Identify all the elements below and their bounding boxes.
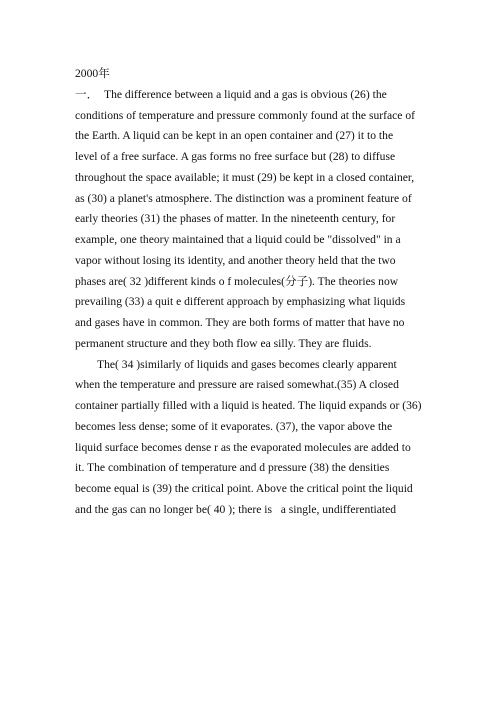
paragraph-1-line-13: permanent structure and they both flow ea silly. They are fluids. [75, 336, 372, 350]
paragraph-1-line-6: as (30) a planet's atmosphere. The distinction was a prominent feature of [75, 191, 412, 205]
paragraph-1-line-8: example, one theory maintained that a liquid could be "dissolved" in a [75, 233, 401, 246]
paragraph-1-line-11: prevailing (33) a quit e different approach by emphasizing what liquids [75, 295, 406, 309]
paragraph-2-line-5: liquid surface becomes dense r as the evaporated molecules are added to [75, 440, 411, 454]
paragraph-1-line-12: and gases have in common. They are both forms of matter that have no [75, 316, 405, 329]
paragraph-1-line-2: conditions of temperature and pressure commonly found at the surface of [75, 108, 415, 122]
paragraph-1-line-3: the Earth. A liquid can be kept in an open container and (27) it to the [75, 129, 394, 143]
paragraph-2-line-2: when the temperature and pressure are raised somewhat.(35) A closed [75, 378, 399, 392]
paragraph-2-line-3: container partially filled with a liquid is heated. The liquid expands or (36) [75, 399, 422, 412]
paragraph-1-line-7: early theories (31) the phases of matter. In the nineteenth century, for [75, 212, 396, 226]
document-heading: 2000年 [75, 67, 110, 80]
paragraph-1-line-5: throughout the space available; it must (29) be kept in a closed container, [75, 170, 415, 184]
paragraph-2-line-6: it. The combination of temperature and d pressure (38) the densities [75, 461, 390, 475]
paragraph-2-line-4: becomes less dense; some of it evaporates. (37), the vapor above the [75, 419, 393, 433]
paragraph-1-line-9: vapor without losing its identity, and another theory held that the two [75, 253, 396, 267]
document-text [75, 64, 425, 521]
paragraph-1-line-10: phases are( 32 )different kinds o f molecules(分子). The theories now [75, 274, 399, 288]
paragraph-2-line-7: become equal is (39) the critical point. Above the critical point the liquid [75, 482, 413, 495]
paragraph-2-line-1: The( 34 )similarly of liquids and gases becomes clearly apparent [97, 357, 397, 371]
paragraph-2-line-8: and the gas can no longer be( 40 ); there is a single, undifferentiated [75, 502, 397, 516]
paragraph-1-line-1: 一． The difference between a liquid and a gas is obvious (26) the [75, 87, 387, 101]
paragraph-1-line-4: level of a free surface. A gas forms no free surface but (28) to diffuse [75, 150, 396, 163]
